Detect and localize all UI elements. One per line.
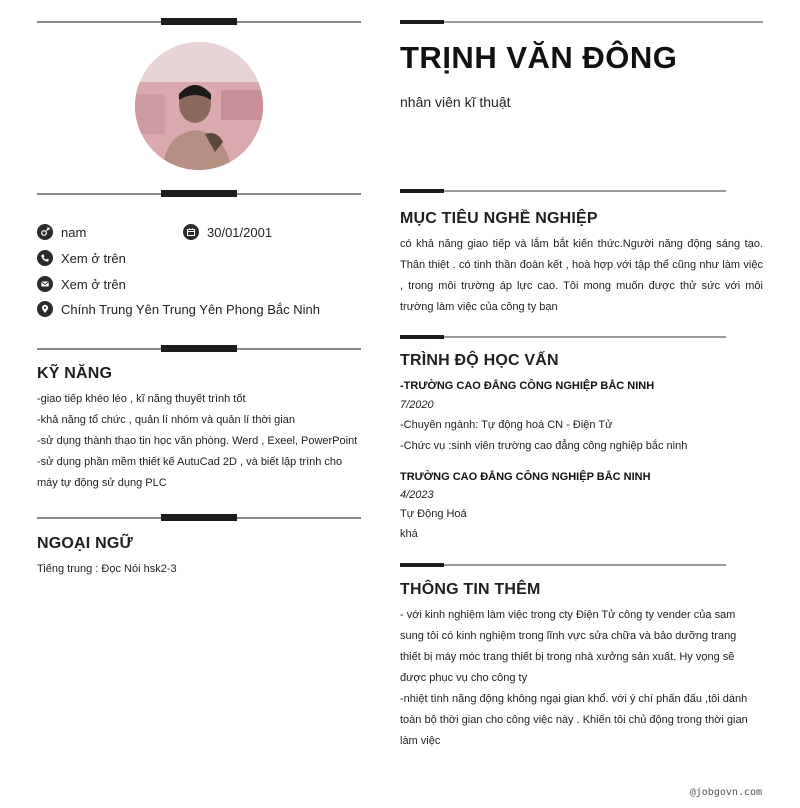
skill-item: -khả năng tổ chức , quản lí nhóm và quản lí thời gian xyxy=(37,414,295,426)
gender-icon xyxy=(37,224,53,240)
education-school: TRƯỜNG CAO ĐẲNG CÔNG NGHIỆP BẮC NINH xyxy=(400,471,651,483)
contact-dob xyxy=(183,224,272,240)
education-detail: Tự Động Hoá xyxy=(400,508,467,520)
right-divider-education xyxy=(400,336,726,338)
dob-value: 30/01/2001 xyxy=(207,224,273,240)
left-divider-4 xyxy=(37,517,361,519)
skill-item: -giao tiếp khéo léo , kĩ năng thuyết trình tốt xyxy=(37,393,246,405)
contact-phone xyxy=(37,250,126,266)
job-title: nhân viên kĩ thuật xyxy=(400,94,511,110)
address-value: Chính Trung Yên Trung Yên Phong Bắc Ninh xyxy=(61,301,320,317)
contact-email xyxy=(37,276,126,292)
location-pin-icon xyxy=(37,301,53,317)
skill-item: -sử dụng phần mềm thiết kế AutuCad 2D , và biết lập trình cho máy tự động sử dụng PLC xyxy=(37,456,343,489)
education-date: 7/2020 xyxy=(400,399,434,411)
extra-info-heading: THÔNG TIN THÊM xyxy=(400,581,541,598)
education-detail: -Chuyên ngành: Tự động hoá CN - Điện Tử xyxy=(400,419,613,431)
left-divider-3 xyxy=(37,348,361,350)
extra-info-paragraph: - với kinh nghiệm làm việc trong cty Điện Tử công ty vender của sam sung tôi có kinh nghiệm trong lĩnh vực sửa chữa và bảo dưỡng trang thiết bị máy móc trang thiết bị trong nhà xưởng sản xuất. Hy vọng sẽ được phục vụ cho công ty xyxy=(400,609,737,684)
skill-item: -sử dụng thành thạo tin học văn phòng. Werd , Exeel, PowerPoint xyxy=(37,435,358,447)
education-school: -TRƯỜNG CAO ĐẲNG CÔNG NGHIỆP BẮC NINH xyxy=(400,380,655,392)
watermark: @jobgovn.com xyxy=(689,787,762,798)
objective-text: có khả năng giao tiếp và lắm bắt kiến thức.Người năng động sáng tạo. Thân thiệt . có tinh thần đoàn kết , hoà hợp với tập thể cũng như làm việc , trong môi trường áp lực cao. Tôi mong muốn được thử sức với môi trường làm việc của công ty bạn xyxy=(400,238,763,313)
extra-info-text xyxy=(400,605,752,752)
right-divider-objective xyxy=(400,190,726,192)
education-detail: -Chức vụ :sinh viên trường cao đẳng công nghiệp bắc ninh xyxy=(400,440,688,452)
candidate-name: TRỊNH VĂN ĐÔNG xyxy=(400,40,678,75)
phone-icon xyxy=(37,250,53,266)
extra-info-paragraph: -nhiệt tình năng động không ngại gian khổ. với ý chí phấn đấu ,tôi dành toàn bộ thời gian cho công việc này . Khiến tôi chủ động trong thời gian làm việc xyxy=(400,693,748,747)
skills-heading: KỸ NĂNG xyxy=(37,365,113,382)
objective-heading: MỤC TIÊU NGHỀ NGHIỆP xyxy=(400,210,598,227)
contact-address xyxy=(37,301,320,317)
education-entry xyxy=(400,467,763,544)
gender-value: nam xyxy=(61,224,87,240)
left-divider-top xyxy=(37,21,361,23)
email-value: Xem ở trên xyxy=(61,276,126,292)
education-detail: khá xyxy=(400,528,418,540)
skills-list xyxy=(37,389,361,494)
contact-gender xyxy=(37,224,86,240)
mail-icon xyxy=(37,276,53,292)
calendar-icon xyxy=(183,224,199,240)
languages-heading: NGOẠI NGỮ xyxy=(37,535,133,552)
languages-text: Tiếng trung : Đọc Nói hsk2-3 xyxy=(37,563,177,575)
profile-photo xyxy=(135,42,263,170)
education-heading: TRÌNH ĐỘ HỌC VẤN xyxy=(400,352,559,369)
avatar xyxy=(135,42,263,170)
right-divider-extra xyxy=(400,564,726,566)
left-divider-2 xyxy=(37,193,361,195)
education-date: 4/2023 xyxy=(400,489,434,501)
education-entry xyxy=(400,376,763,457)
phone-value: Xem ở trên xyxy=(61,250,126,266)
right-divider-top xyxy=(400,21,763,23)
